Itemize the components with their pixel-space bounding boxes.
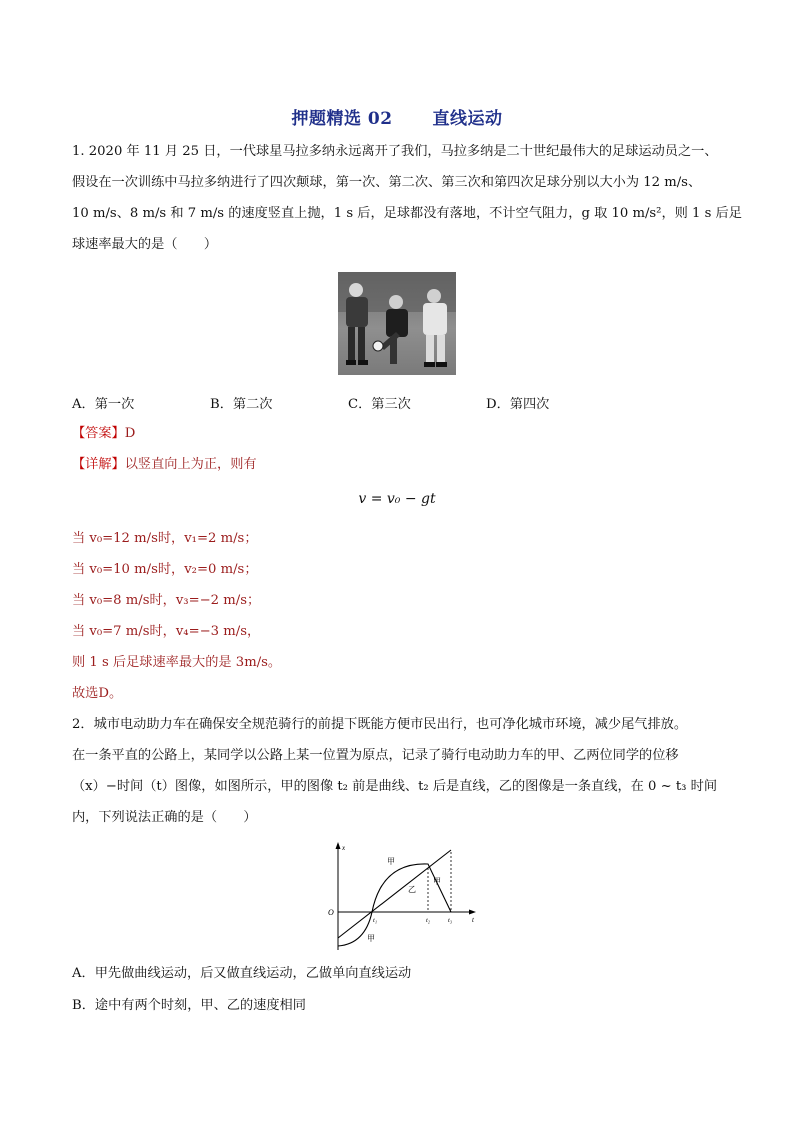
q2-line-1: 2．城市电动助力车在确保安全规范骑行的前提下既能方便市民出行，也可净化城市环境，减少尾气排放。 (72, 717, 688, 732)
q2-line-4: 内，下列说法正确的是（ ） (72, 810, 257, 825)
detail-tag: 【详解】 (72, 457, 125, 472)
q1-detail (72, 456, 724, 474)
yi-label: 乙 (408, 885, 416, 894)
q1-conclusion: 则 1 s 后足球速率最大的是 3m/s。 (72, 655, 282, 670)
case-3: 当 v₀=8 m/s时，v₃=−2 m/s； (72, 593, 261, 608)
answer-value: D (124, 426, 136, 441)
origin-label: O (328, 908, 334, 917)
q1-answer (72, 425, 724, 443)
velocity-formula: v = v₀ − gt (358, 491, 436, 507)
q1-option-b: B．第二次 (210, 397, 273, 412)
t2-label: t₂ (426, 917, 431, 924)
q2-option-a: A．甲先做曲线运动，后又做直线运动，乙做单向直线运动 (72, 966, 412, 981)
q1-line-1: 1. 2020 年 11 月 25 日，一代球星马拉多纳永远离开了我们，马拉多纳是二十世纪最伟大的足球运动员之一、 (72, 144, 718, 159)
case-4: 当 v₀=7 m/s时，v₄=−3 m/s， (72, 624, 261, 639)
case-1: 当 v₀=12 m/s时，v₁=2 m/s； (72, 531, 258, 546)
q1-choice: 故选D。 (72, 686, 123, 701)
jia-label-bottom: 甲 (367, 934, 375, 943)
page-title (0, 104, 794, 129)
q1-option-c: C．第三次 (348, 397, 411, 412)
t1-label: t₁ (373, 917, 378, 924)
q2-line-2: 在一条平直的公路上，某同学以公路上某一位置为原点，记录了骑行电动助力车的甲、乙两位同学的位移 (72, 748, 679, 763)
t3-label: t₃ (448, 917, 453, 924)
q1-line-4: 球速率最大的是（ ） (72, 237, 218, 252)
q2-option-b: B．途中有两个时刻，甲、乙的速度相同 (72, 998, 306, 1013)
q1-option-d: D．第四次 (486, 397, 550, 412)
title-part2: 直线运动 (432, 109, 503, 129)
x-axis-label: x (342, 844, 346, 852)
football-photo (338, 272, 456, 375)
detail-text: 以竖直向上为正，则有 (124, 457, 257, 472)
t-axis-label: t (472, 916, 474, 924)
q1-line-3: 10 m/s、8 m/s 和 7 m/s 的速度竖直上抛，1 s 后，足球都没有落地，不计空气阻力，g 取 10 m/s²，则 1 s 后足 (72, 206, 742, 221)
x-t-graph (320, 840, 480, 955)
case-2: 当 v₀=10 m/s时，v₂=0 m/s； (72, 562, 258, 577)
title-part1: 押题精选 02 (291, 109, 393, 129)
jia-label-right: 甲 (433, 877, 441, 886)
q1-option-a: A．第一次 (72, 397, 135, 412)
q2-line-3: （x）−时间（t）图像，如图所示，甲的图像 t₂ 前是曲线、t₂ 后是直线，乙的图像是一条直线，在 0 ~ t₃ 时间 (72, 779, 718, 794)
jia-label-top: 甲 (387, 857, 395, 866)
answer-tag: 【答案】 (72, 426, 125, 441)
q1-line-2: 假设在一次训练中马拉多纳进行了四次颠球，第一次、第二次、第三次和第四次足球分别以大小为 12 m/s、 (72, 175, 702, 190)
